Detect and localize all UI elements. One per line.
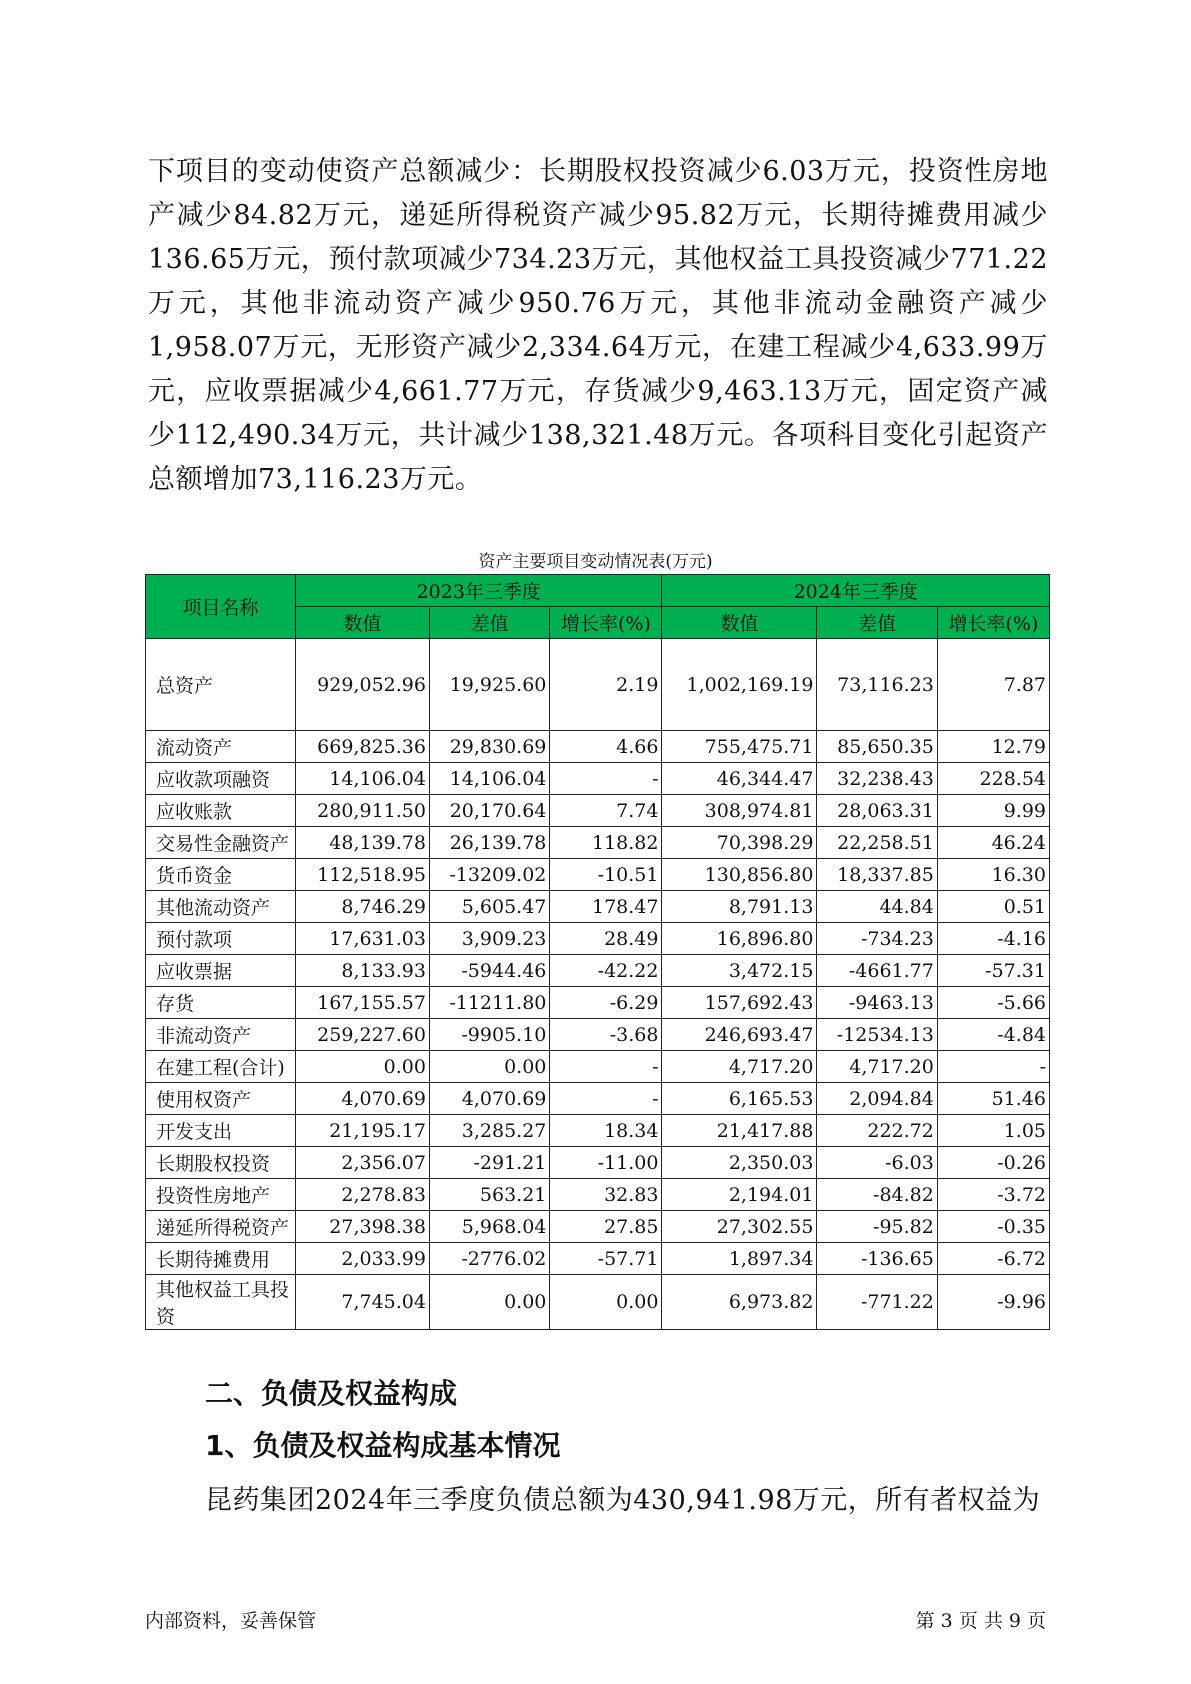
cell-diff-2024: 4,717.20 [817, 1051, 937, 1083]
cell-diff-2023: 5,605.47 [429, 891, 549, 923]
table-row [146, 955, 1050, 987]
cell-growth-2023: 2.19 [550, 639, 662, 731]
cell-growth-2023: -10.51 [550, 859, 662, 891]
cell-value-2024: 157,692.43 [662, 987, 817, 1019]
row-name: 长期股权投资 [146, 1147, 296, 1179]
cell-diff-2024: 85,650.35 [817, 731, 937, 763]
cell-growth-2023: 32.83 [550, 1179, 662, 1211]
cell-growth-2024: -6.72 [937, 1243, 1049, 1275]
table-body [146, 639, 1050, 1330]
cell-growth-2023: 0.00 [550, 1275, 662, 1330]
cell-diff-2024: -734.23 [817, 923, 937, 955]
cell-diff-2024: -84.82 [817, 1179, 937, 1211]
cell-diff-2023: 14,106.04 [429, 763, 549, 795]
table-row [146, 827, 1050, 859]
cell-value-2024: 8,791.13 [662, 891, 817, 923]
header-value: 数值 [662, 607, 817, 639]
table-row [146, 795, 1050, 827]
cell-value-2023: 0.00 [296, 1051, 430, 1083]
cell-value-2023: 27,398.38 [296, 1211, 430, 1243]
cell-value-2024: 246,693.47 [662, 1019, 817, 1051]
cell-diff-2023: -2776.02 [429, 1243, 549, 1275]
cell-growth-2024: -3.72 [937, 1179, 1049, 1211]
cell-diff-2024: 32,238.43 [817, 763, 937, 795]
row-name: 递延所得税资产 [146, 1211, 296, 1243]
cell-growth-2024: -4.84 [937, 1019, 1049, 1051]
cell-value-2024: 1,002,169.19 [662, 639, 817, 731]
cell-value-2023: 112,518.95 [296, 859, 430, 891]
cell-growth-2023: 118.82 [550, 827, 662, 859]
cell-growth-2024: 9.99 [937, 795, 1049, 827]
table-row [146, 987, 1050, 1019]
cell-value-2023: 7,745.04 [296, 1275, 430, 1330]
cell-value-2024: 70,398.29 [662, 827, 817, 859]
cell-value-2023: 48,139.78 [296, 827, 430, 859]
cell-value-2024: 3,472.15 [662, 955, 817, 987]
cell-value-2024: 1,897.34 [662, 1243, 817, 1275]
header-period-2023: 2023年三季度 [296, 575, 662, 607]
cell-growth-2023: 7.74 [550, 795, 662, 827]
cell-value-2023: 280,911.50 [296, 795, 430, 827]
header-growth: 增长率(%) [937, 607, 1049, 639]
cell-diff-2023: 29,830.69 [429, 731, 549, 763]
cell-growth-2024: 228.54 [937, 763, 1049, 795]
cell-growth-2024: -0.35 [937, 1211, 1049, 1243]
cell-growth-2023: -42.22 [550, 955, 662, 987]
cell-diff-2023: 3,909.23 [429, 923, 549, 955]
cell-value-2023: 14,106.04 [296, 763, 430, 795]
cell-growth-2024: 12.79 [937, 731, 1049, 763]
table-row [146, 1147, 1050, 1179]
cell-diff-2023: 0.00 [429, 1275, 549, 1330]
cell-value-2024: 308,974.81 [662, 795, 817, 827]
row-name: 应收账款 [146, 795, 296, 827]
cell-growth-2024: 46.24 [937, 827, 1049, 859]
cell-growth-2024: 0.51 [937, 891, 1049, 923]
cell-growth-2023: -57.71 [550, 1243, 662, 1275]
header-diff: 差值 [429, 607, 549, 639]
cell-value-2023: 21,195.17 [296, 1115, 430, 1147]
cell-value-2023: 259,227.60 [296, 1019, 430, 1051]
cell-value-2024: 755,475.71 [662, 731, 817, 763]
cell-diff-2023: -11211.80 [429, 987, 549, 1019]
cell-growth-2024: 1.05 [937, 1115, 1049, 1147]
table-row [146, 859, 1050, 891]
cell-value-2023: 2,033.99 [296, 1243, 430, 1275]
cell-growth-2023: - [550, 763, 662, 795]
cell-value-2024: 27,302.55 [662, 1211, 817, 1243]
table-row [146, 1051, 1050, 1083]
cell-diff-2024: -95.82 [817, 1211, 937, 1243]
cell-growth-2023: 27.85 [550, 1211, 662, 1243]
cell-diff-2023: 4,070.69 [429, 1083, 549, 1115]
cell-growth-2024: -9.96 [937, 1275, 1049, 1330]
header-period-2024: 2024年三季度 [662, 575, 1050, 607]
cell-value-2023: 2,356.07 [296, 1147, 430, 1179]
header-growth: 增长率(%) [550, 607, 662, 639]
cell-value-2024: 130,856.80 [662, 859, 817, 891]
table-row [146, 1019, 1050, 1051]
cell-value-2023: 929,052.96 [296, 639, 430, 731]
cell-value-2023: 8,746.29 [296, 891, 430, 923]
cell-value-2024: 21,417.88 [662, 1115, 817, 1147]
cell-diff-2024: 22,258.51 [817, 827, 937, 859]
cell-value-2024: 6,165.53 [662, 1083, 817, 1115]
cell-growth-2024: -4.16 [937, 923, 1049, 955]
cell-growth-2024: 16.30 [937, 859, 1049, 891]
row-name: 开发支出 [146, 1115, 296, 1147]
cell-diff-2024: -6.03 [817, 1147, 937, 1179]
header-value: 数值 [296, 607, 430, 639]
asset-change-table [145, 574, 1050, 1330]
cell-diff-2024: -12534.13 [817, 1019, 937, 1051]
cell-diff-2024: -9463.13 [817, 987, 937, 1019]
cell-value-2023: 2,278.83 [296, 1179, 430, 1211]
cell-growth-2024: -5.66 [937, 987, 1049, 1019]
cell-growth-2023: 28.49 [550, 923, 662, 955]
table-row [146, 1275, 1050, 1330]
row-name: 预付款项 [146, 923, 296, 955]
row-name: 应收款项融资 [146, 763, 296, 795]
cell-diff-2023: 563.21 [429, 1179, 549, 1211]
table-title: 资产主要项目变动情况表(万元) [478, 552, 713, 572]
closing-paragraph: 昆药集团2024年三季度负债总额为430,941.98万元，所有者权益为 [205, 1485, 1041, 1516]
cell-value-2023: 4,070.69 [296, 1083, 430, 1115]
cell-growth-2024: 51.46 [937, 1083, 1049, 1115]
cell-diff-2024: 222.72 [817, 1115, 937, 1147]
row-name: 使用权资产 [146, 1083, 296, 1115]
table-row [146, 1083, 1050, 1115]
cell-diff-2023: -9905.10 [429, 1019, 549, 1051]
cell-diff-2024: 2,094.84 [817, 1083, 937, 1115]
footer-confidential: 内部资料，妥善保管 [145, 1610, 317, 1632]
cell-diff-2023: 20,170.64 [429, 795, 549, 827]
cell-growth-2023: -6.29 [550, 987, 662, 1019]
cell-diff-2023: -5944.46 [429, 955, 549, 987]
cell-diff-2024: 28,063.31 [817, 795, 937, 827]
row-name: 在建工程(合计) [146, 1051, 296, 1083]
table-row [146, 891, 1050, 923]
cell-value-2024: 4,717.20 [662, 1051, 817, 1083]
table-row [146, 1115, 1050, 1147]
cell-diff-2024: 18,337.85 [817, 859, 937, 891]
cell-growth-2023: 4.66 [550, 731, 662, 763]
cell-diff-2024: -136.65 [817, 1243, 937, 1275]
cell-diff-2024: 44.84 [817, 891, 937, 923]
cell-value-2024: 2,194.01 [662, 1179, 817, 1211]
cell-diff-2023: 19,925.60 [429, 639, 549, 731]
intro-paragraph: 下项目的变动使资产总额减少：长期股权投资减少6.03万元，投资性房地产减少84.82万元，递延所得税资产减少95.82万元，长期待摊费用减少136.65万元，预付款项减少734.23万元，其他权益工具投资减少771.22万元，其他非流动资产减少950.76万元，其他非流动金融资产减少1,958.07万元，无形资产减少2,334.64万元，在建工程减少4,633.99万元，应收票据减少4,661.77万元，存货减少9,463.13万元，固定资产减少112,490.34万元，共计减少138,321.48万元。各项科目变化引起资产总额增加73,116.23万元。 [148, 156, 1048, 495]
cell-diff-2023: 3,285.27 [429, 1115, 549, 1147]
cell-value-2023: 167,155.57 [296, 987, 430, 1019]
cell-growth-2023: -11.00 [550, 1147, 662, 1179]
row-name: 总资产 [146, 639, 296, 731]
section-heading: 二、负债及权益构成 [205, 1377, 458, 1410]
row-name: 流动资产 [146, 731, 296, 763]
cell-growth-2024: 7.87 [937, 639, 1049, 731]
row-name: 存货 [146, 987, 296, 1019]
footer-page-number: 第 3 页 共 9 页 [915, 1610, 1046, 1632]
row-name: 交易性金融资产 [146, 827, 296, 859]
cell-value-2023: 17,631.03 [296, 923, 430, 955]
subsection-heading: 1、负债及权益构成基本情况 [205, 1429, 561, 1462]
cell-value-2024: 6,973.82 [662, 1275, 817, 1330]
table-row [146, 639, 1050, 731]
cell-growth-2024: -57.31 [937, 955, 1049, 987]
cell-diff-2023: -291.21 [429, 1147, 549, 1179]
table-row [146, 1243, 1050, 1275]
cell-diff-2024: -4661.77 [817, 955, 937, 987]
row-name: 其他权益工具投资 [146, 1275, 296, 1330]
cell-value-2024: 16,896.80 [662, 923, 817, 955]
row-name: 货币资金 [146, 859, 296, 891]
table-row [146, 763, 1050, 795]
row-name: 其他流动资产 [146, 891, 296, 923]
cell-diff-2023: 5,968.04 [429, 1211, 549, 1243]
table-row [146, 731, 1050, 763]
row-name: 应收票据 [146, 955, 296, 987]
cell-growth-2023: - [550, 1083, 662, 1115]
cell-diff-2024: 73,116.23 [817, 639, 937, 731]
header-item-name: 项目名称 [146, 575, 296, 639]
table-header-row-1 [146, 575, 1050, 607]
cell-diff-2023: -13209.02 [429, 859, 549, 891]
cell-value-2024: 46,344.47 [662, 763, 817, 795]
cell-growth-2023: 18.34 [550, 1115, 662, 1147]
row-name: 长期待摊费用 [146, 1243, 296, 1275]
row-name: 非流动资产 [146, 1019, 296, 1051]
table-row [146, 1211, 1050, 1243]
cell-diff-2023: 26,139.78 [429, 827, 549, 859]
cell-growth-2024: - [937, 1051, 1049, 1083]
table-row [146, 923, 1050, 955]
cell-diff-2023: 0.00 [429, 1051, 549, 1083]
cell-value-2023: 8,133.93 [296, 955, 430, 987]
cell-value-2023: 669,825.36 [296, 731, 430, 763]
row-name: 投资性房地产 [146, 1179, 296, 1211]
table-row [146, 1179, 1050, 1211]
cell-growth-2023: 178.47 [550, 891, 662, 923]
cell-diff-2024: -771.22 [817, 1275, 937, 1330]
cell-value-2024: 2,350.03 [662, 1147, 817, 1179]
cell-growth-2023: -3.68 [550, 1019, 662, 1051]
header-diff: 差值 [817, 607, 937, 639]
cell-growth-2023: - [550, 1051, 662, 1083]
cell-growth-2024: -0.26 [937, 1147, 1049, 1179]
